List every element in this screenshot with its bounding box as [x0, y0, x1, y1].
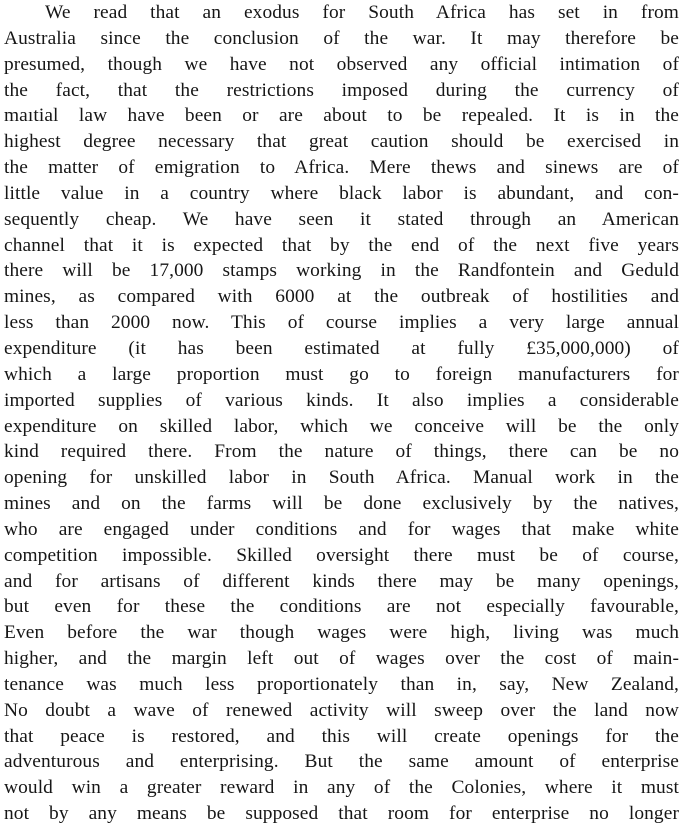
text-line: who are engaged under conditions and for wages that make white — [4, 518, 679, 540]
text-line: little value in a country where black labor is abundant, and con- — [4, 182, 679, 204]
text-line: channel that it is expected that by the end of the next five years — [4, 234, 679, 256]
text-line: We read that an exodus for South Africa has set in from — [45, 2, 679, 23]
text-line: less than 2000 now. This of course implies a very large annual — [4, 312, 679, 334]
text-line: presumed, though we have not observed any official intimation of — [4, 53, 679, 75]
text-line: the fact, that the restrictions imposed during the currency of — [4, 79, 679, 101]
text-line: expenditure (it has been estimated at fully £35,000,000) of — [4, 337, 679, 359]
text-line: that peace is restored, and this will create openings for the — [4, 725, 679, 747]
text-line: not by any means be supposed that room for enterprise no longer — [4, 803, 679, 825]
text-line: expenditure on skilled labor, which we conceive will be the only — [4, 415, 679, 437]
text-line: competition impossible. Skilled oversight there must be of course, — [4, 544, 679, 566]
text-line: mines, as compared with 6000 at the outbreak of hostilities and — [4, 286, 679, 308]
text-line: sequently cheap. We have seen it stated through an American — [4, 208, 679, 230]
text-line: maıtial law have been or are about to be repealed. It is in the — [4, 105, 679, 127]
text-line: tenance was much less proportionately than in, say, New Zealand, — [4, 673, 679, 695]
text-line: mines and on the farms will be done exclusively by the natives, — [4, 493, 679, 515]
text-line: adventurous and enterprising. But the same amount of enterprise — [4, 751, 679, 773]
text-line: would win a greater reward in any of the Colonies, where it must — [4, 777, 679, 799]
text-line: No doubt a wave of renewed activity will sweep over the land now — [4, 699, 679, 721]
text-line: opening for unskilled labor in South Africa. Manual work in the — [4, 467, 679, 489]
text-line: and for artisans of different kinds there may be many openings, — [4, 570, 679, 592]
article-text — [4, 0, 679, 834]
text-line: Australia since the conclusion of the war. It may therefore be — [4, 27, 679, 49]
text-line: higher, and the margin left out of wages over the cost of main- — [4, 648, 679, 670]
text-line: there will be 17,000 stamps working in the Randfontein and Geduld — [4, 260, 679, 282]
text-line: but even for these the conditions are not especially favourable, — [4, 596, 679, 618]
text-line: which a large proportion must go to foreign manufacturers for — [4, 363, 679, 385]
text-line: imported supplies of various kinds. It also implies a considerable — [4, 389, 679, 411]
text-line: Even before the war though wages were high, living was much — [4, 622, 679, 644]
text-line: highest degree necessary that great caution should be exercised in — [4, 131, 679, 153]
text-line: the matter of emigration to Africa. Mere thews and sinews are of — [4, 157, 679, 179]
text-line: kind required there. From the nature of things, there can be no — [4, 441, 679, 463]
